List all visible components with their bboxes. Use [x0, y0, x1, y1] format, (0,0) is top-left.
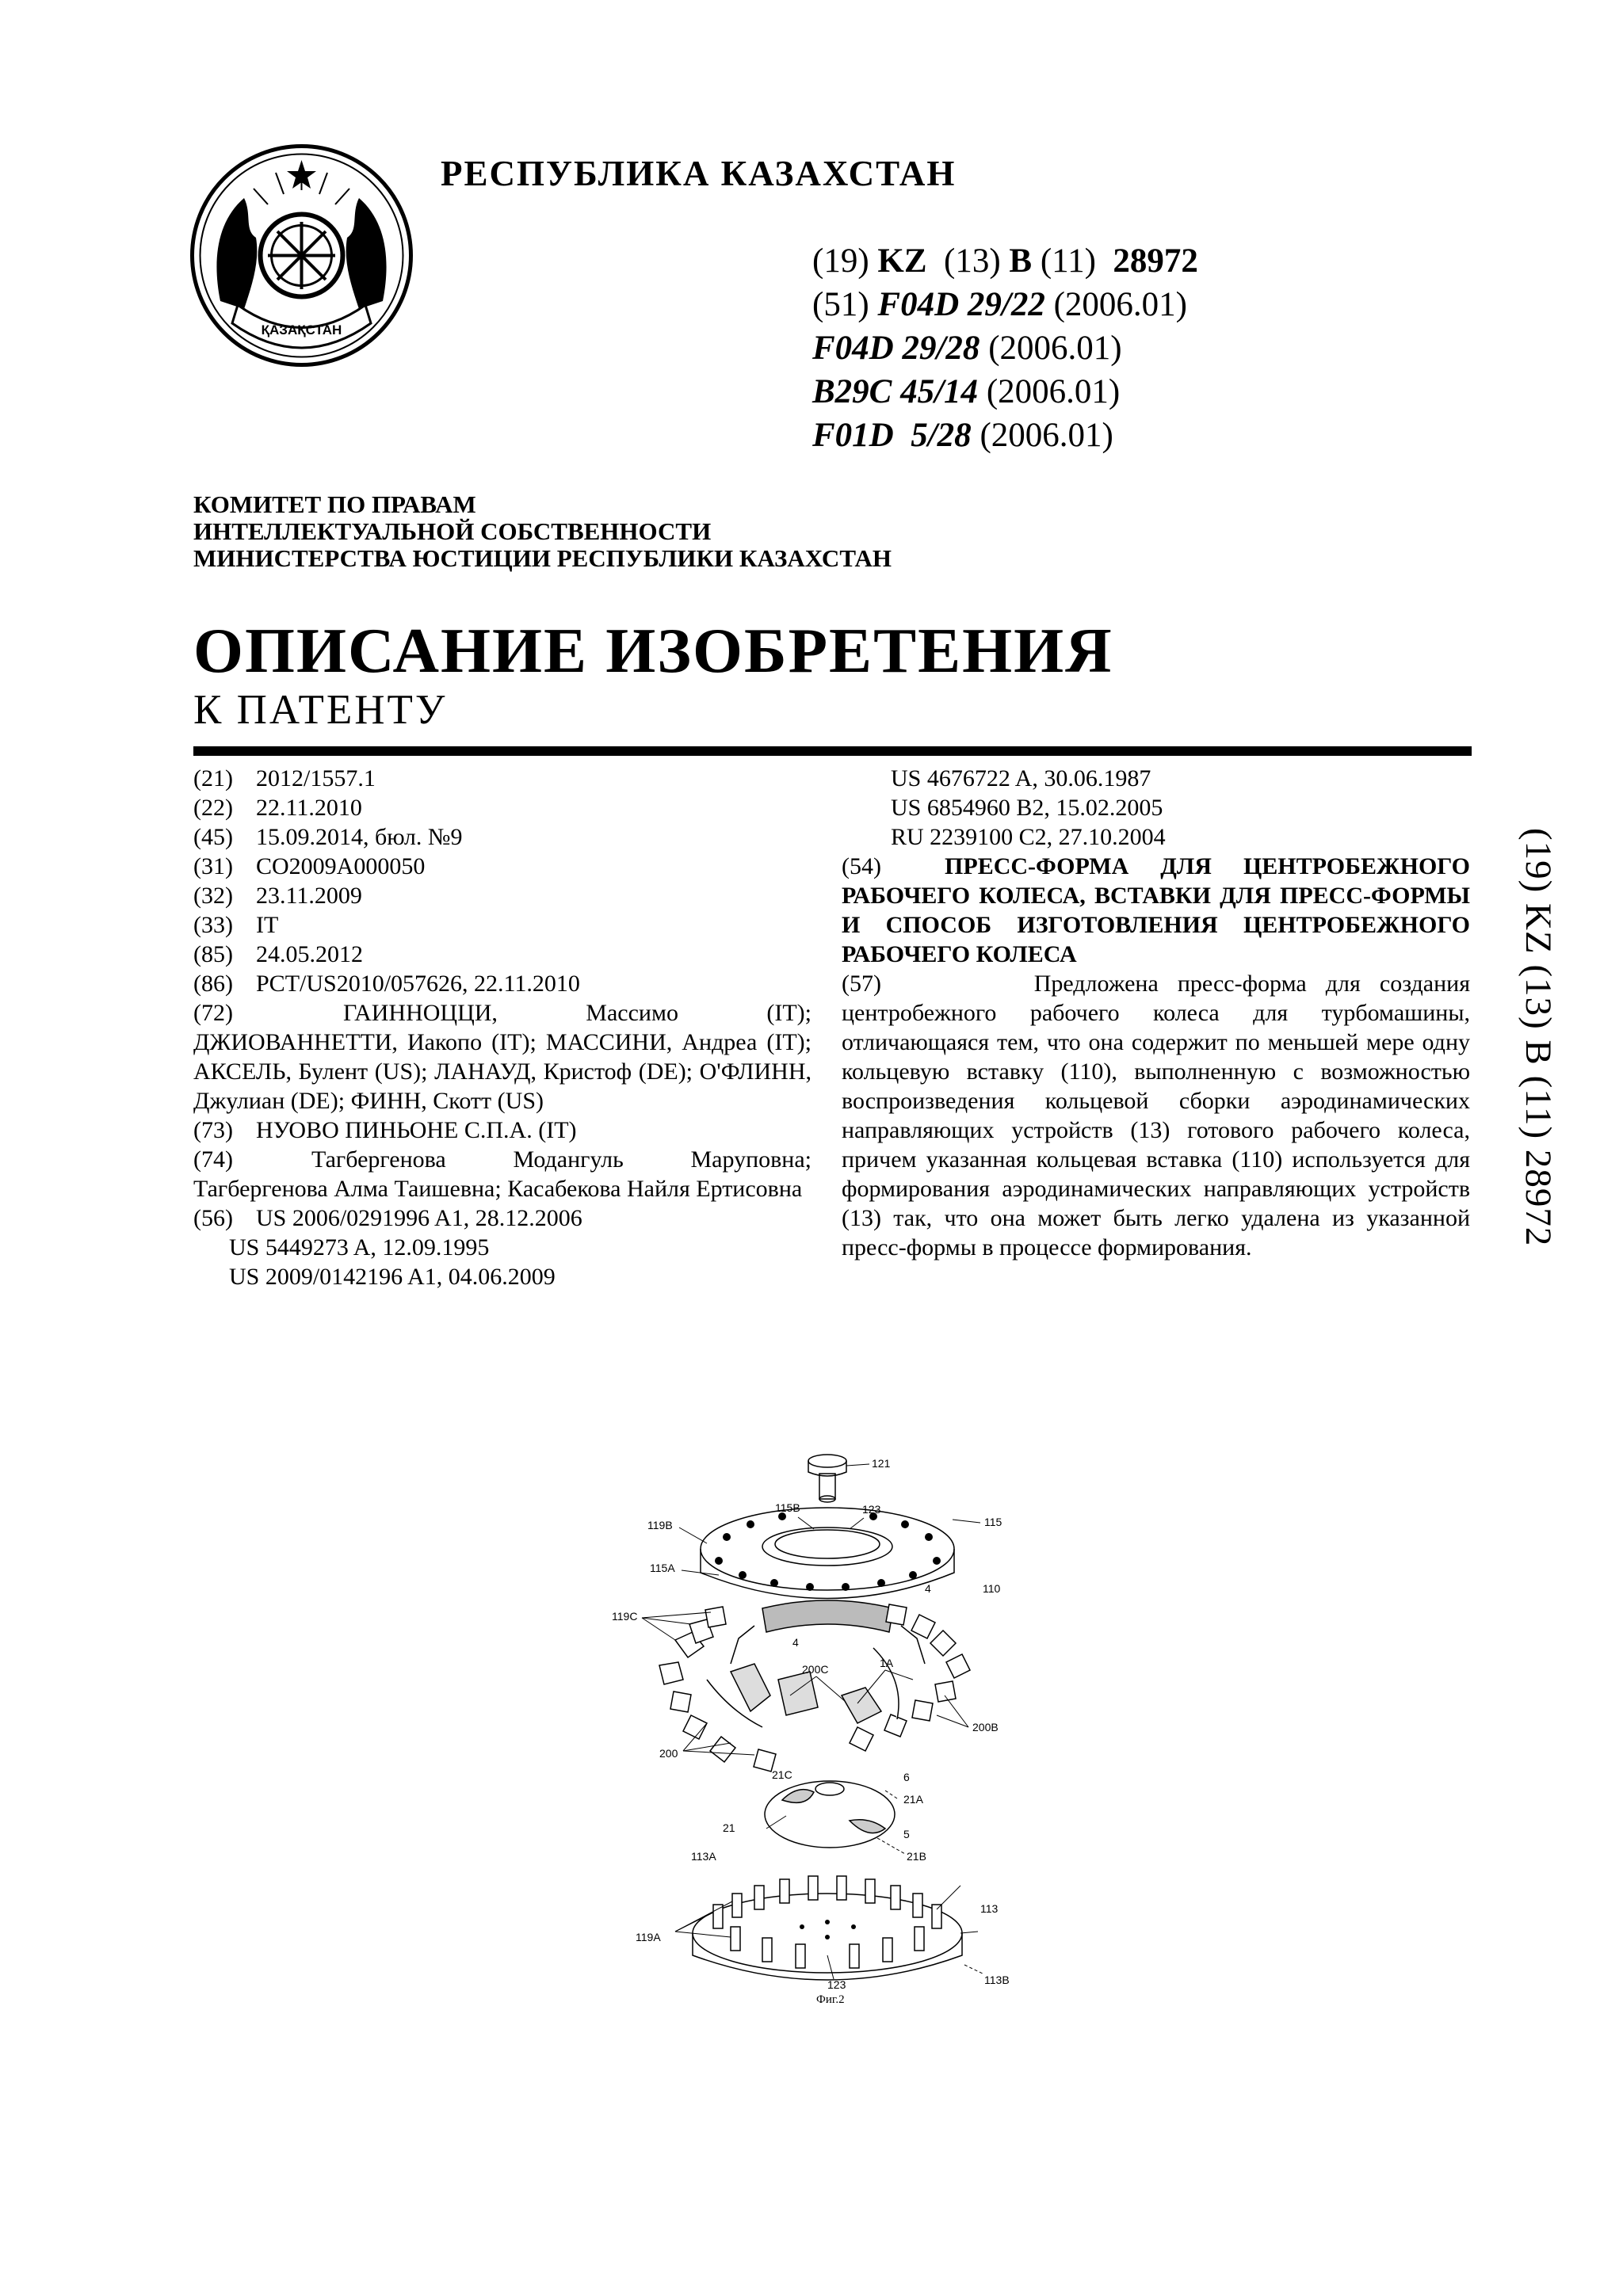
pct-application: PCT/US2010/057626, 22.11.2010 — [256, 971, 580, 997]
inid-code: (57) — [842, 971, 881, 997]
cited-reference: US 2006/0291996 A1, 28.12.2006 — [256, 1205, 582, 1231]
committee-line: КОМИТЕТ ПО ПРАВАМ — [193, 490, 476, 518]
biblio-field-33 — [193, 910, 812, 940]
label-113b: 113B — [984, 1974, 1010, 1986]
inid-code: (85) — [193, 941, 233, 967]
priority-country: IT — [256, 912, 279, 938]
label-6: 6 — [903, 1771, 910, 1783]
biblio-field-22 — [193, 793, 812, 822]
inid-code: (86) — [193, 971, 233, 997]
biblio-field-32 — [193, 881, 812, 910]
inid-code: (31) — [193, 853, 233, 879]
biblio-field-85 — [193, 940, 812, 969]
inventors-rest: ДЖИОВАННЕТТИ, Иакопо (IT); МАССИНИ, Андреа (IT); АКСЕЛЬ, Булент (US); ЛАНАУД, Кристоф (DE); О'ФЛИНН, Джулиан (DE); ФИНН, Скотт (US) — [193, 1029, 812, 1114]
inid-code: (74) — [193, 1146, 233, 1173]
attorney-first: Тагбергенова Модангуль Маруповна; — [311, 1146, 812, 1173]
committee-line: МИНИСТЕРСТВА ЮСТИЦИИ РЕСПУБЛИКИ КАЗАХСТАН — [193, 544, 892, 572]
country-code: KZ — [877, 242, 927, 280]
biblio-field-56 — [193, 1203, 812, 1291]
priority-date: 23.11.2009 — [256, 883, 362, 909]
label-200c: 200C — [802, 1663, 829, 1676]
inid-code: (21) — [193, 765, 233, 791]
biblio-field-57 — [842, 969, 1470, 1262]
inid-code: (33) — [193, 912, 233, 938]
label-5: 5 — [903, 1828, 910, 1840]
biblio-field-45 — [193, 822, 812, 852]
biblio-field-54 — [842, 852, 1470, 969]
pin-121 — [808, 1455, 846, 1502]
label-115a: 115A — [650, 1562, 675, 1574]
label-200: 200 — [659, 1747, 678, 1760]
application-number: 2012/1557.1 — [256, 765, 376, 791]
ipc-line — [812, 414, 1198, 457]
label-123: 123 — [827, 1978, 846, 1991]
label-115b: 115B — [775, 1501, 800, 1514]
biblio-field-31 — [193, 852, 812, 881]
label-119a: 119A — [636, 1931, 661, 1943]
biblio-right-column — [842, 764, 1470, 1262]
label-113: 113 — [980, 1902, 999, 1915]
biblio-field-74 — [193, 1145, 812, 1203]
label-21: 21 — [723, 1821, 735, 1834]
patent-codes — [812, 239, 1198, 457]
label-4: 4 — [792, 1636, 799, 1649]
national-phase-date: 24.05.2012 — [256, 941, 363, 967]
figure-caption: Фиг.2 — [816, 1993, 845, 2004]
label-119c: 119C — [612, 1610, 638, 1623]
label-113a: 113A — [691, 1850, 716, 1863]
inid-11: (11) — [1040, 242, 1096, 280]
header-rule — [193, 746, 1472, 756]
invention-title: ПРЕСС-ФОРМА ДЛЯ ЦЕНТРОБЕЖНОГО РАБОЧЕГО КОЛЕСА, ВСТАВКИ ДЛЯ ПРЕСС-ФОРМЫ И СПОСОБ ИЗГОТОВЛЕНИЯ ЦЕНТРОБЕЖНОГО РАБОЧЕГО КОЛЕСА — [842, 853, 1470, 967]
inid-13: (13) — [944, 242, 1001, 280]
inid-code: (72) — [193, 1000, 233, 1026]
document-title: ОПИСАНИЕ ИЗОБРЕТЕНИЯ — [193, 615, 1113, 686]
ipc-code: F01D 5/28 — [812, 417, 972, 454]
impeller-21 — [765, 1781, 895, 1848]
biblio-left-column — [193, 764, 812, 1291]
ring-115 — [701, 1508, 954, 1599]
country-name: РЕСПУБЛИКА КАЗАХСТАН — [441, 154, 957, 193]
inventors-first: ГАИННОЦЦИ, Массимо (IT); — [343, 1000, 812, 1026]
ipc-code: B29C 45/14 — [812, 373, 979, 410]
ipc-line — [812, 326, 1198, 370]
label-21c: 21C — [772, 1768, 792, 1781]
biblio-field-86 — [193, 969, 812, 998]
inserts-200 — [659, 1604, 970, 1772]
ipc-code: F04D 29/22 — [877, 286, 1045, 323]
publication-date: 15.09.2014, бюл. №9 — [256, 824, 463, 850]
committee-line: ИНТЕЛЛЕКТУАЛЬНОЙ СОБСТВЕННОСТИ — [193, 517, 712, 545]
biblio-field-72 — [193, 998, 812, 1116]
publication-line — [812, 239, 1198, 283]
cited-reference: US 2009/0142196 A1, 04.06.2009 — [229, 1264, 556, 1290]
label-119b: 119B — [647, 1519, 673, 1531]
ipc-date: (2006.01) — [986, 373, 1121, 410]
inid-51: (51) — [812, 286, 869, 323]
label-115: 115 — [984, 1516, 1002, 1528]
label-4: 4 — [925, 1582, 931, 1595]
inid-19: (19) — [812, 242, 869, 280]
inid-code: (54) — [842, 853, 881, 879]
patent-number: 28972 — [1113, 242, 1198, 280]
ipc-date: (2006.01) — [1053, 286, 1187, 323]
inid-code: (73) — [193, 1117, 233, 1143]
emblem-ribbon-text: ҚАЗАҚСТАН — [261, 322, 342, 338]
cited-reference: RU 2239100 C2, 27.10.2004 — [891, 824, 1166, 850]
state-emblem — [189, 143, 414, 368]
side-patent-number: (19) KZ (13) B (11) 28972 — [1518, 828, 1559, 1247]
inid-code: (45) — [193, 824, 233, 850]
abstract-text: Предложена пресс-форма для создания центробежного рабочего колеса для турбомашины, отличающаяся тем, что она содержит по меньшей мере одну кольцевую вставку (110), выполненную с возможностью воспроизведения кольцевой сборки аэродинамических направляющих устройств (13) готового рабочего колеса, причем указанная кольцевая вставка (110) используется для формирования аэродинамических направляющих устройств (13) так, что она может быть легко удалена из указанной пресс-формы в процессе формирования. — [842, 971, 1470, 1261]
label-21b: 21B — [907, 1850, 926, 1863]
ipc-date: (2006.01) — [988, 330, 1122, 367]
filing-date: 22.11.2010 — [256, 795, 362, 821]
label-21a: 21A — [903, 1793, 923, 1806]
cited-reference: US 4676722 A, 30.06.1987 — [891, 765, 1151, 791]
biblio-field-21 — [193, 764, 812, 793]
biblio-field-73 — [193, 1116, 812, 1145]
ipc-date: (2006.01) — [980, 417, 1113, 454]
issuing-committee — [193, 491, 892, 572]
label-1a: 1A — [880, 1657, 894, 1669]
label-200b: 200B — [972, 1721, 999, 1733]
label-121: 121 — [872, 1457, 891, 1470]
ipc-line — [812, 283, 1198, 326]
cited-reference: US 6854960 B2, 15.02.2005 — [891, 795, 1163, 821]
priority-number: CO2009A000050 — [256, 853, 426, 879]
kind-code: B — [1009, 242, 1033, 280]
inid-code: (22) — [193, 795, 233, 821]
label-123: 123 — [862, 1503, 881, 1516]
ipc-code: F04D 29/28 — [812, 330, 980, 367]
base-plate-113 — [693, 1876, 962, 1980]
patent-figure — [612, 1442, 1040, 2004]
label-110: 110 — [983, 1582, 1001, 1595]
inid-code: (32) — [193, 883, 233, 909]
document-subtitle: К ПАТЕНТУ — [193, 687, 448, 733]
patent-owner: НУОВО ПИНЬОНЕ С.П.А. (IT) — [256, 1117, 577, 1143]
inid-code: (56) — [193, 1205, 233, 1231]
cited-reference: US 5449273 A, 12.09.1995 — [229, 1234, 490, 1261]
ipc-line — [812, 370, 1198, 414]
attorneys-rest: Тагбергенова Алма Таишевна; Касабекова Найля Ертисовна — [193, 1176, 803, 1202]
